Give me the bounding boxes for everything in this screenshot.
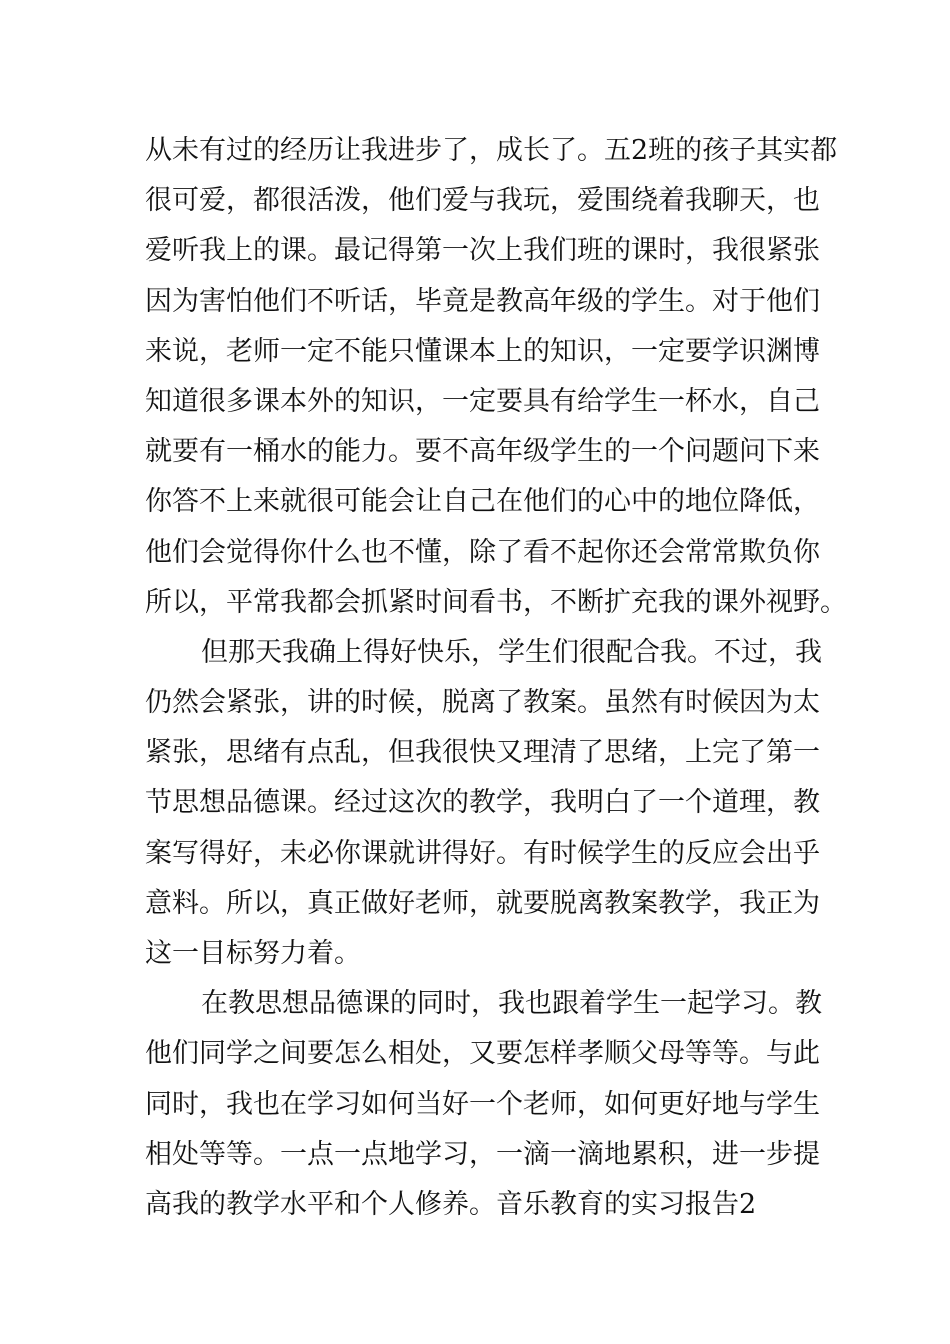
text-line: 所以，平常我都会抓紧时间看书，不断扩充我的课外视野。	[145, 586, 847, 618]
text-line: 从未有过的经历让我进步了，成长了。五2班的孩子其实都	[145, 135, 838, 166]
paragraph-2	[145, 628, 822, 979]
text-line: 仍然会紧张，讲的时候，脱离了教案。虽然有时候因为太	[145, 687, 820, 719]
text-line: 很可爱，都很活泼，他们爱与我玩，爱围绕着我聊天，也	[145, 185, 820, 217]
text-line: 但那天我确上得好快乐，学生们很配合我。不过，我	[201, 636, 822, 668]
paragraph-1	[145, 126, 847, 628]
text-line: 就要有一桶水的能力。要不高年级学生的一个问题问下来	[145, 436, 820, 468]
text-line: 他们会觉得你什么也不懂，除了看不起你还会常常欺负你	[145, 536, 820, 568]
text-line: 你答不上来就很可能会让自己在他们的心中的地位降低，	[145, 486, 820, 518]
text-line: 意料。所以，真正做好老师，就要脱离教案教学，我正为	[145, 887, 820, 919]
text-line: 他们同学之间要怎么相处，又要怎样孝顺父母等等。与此	[145, 1038, 820, 1070]
text-line: 在教思想品德课的同时，我也跟着学生一起学习。教	[201, 988, 822, 1020]
text-line: 节思想品德课。经过这次的教学，我明白了一个道理，教	[145, 787, 820, 819]
text-line: 案写得好，未必你课就讲得好。有时候学生的反应会出乎	[145, 837, 820, 869]
text-line: 来说，老师一定不能只懂课本上的知识，一定要学识渊博	[145, 335, 820, 367]
text-line: 知道很多课本外的知识，一定要具有给学生一杯水，自己	[145, 385, 820, 417]
body-text	[145, 126, 847, 1230]
text-line: 同时，我也在学习如何当好一个老师，如何更好地与学生	[145, 1088, 820, 1120]
paragraph-3	[145, 979, 822, 1230]
text-line: 相处等等。一点一点地学习，一滴一滴地累积，进一步提	[145, 1138, 820, 1170]
text-line: 因为害怕他们不听话，毕竟是教高年级的学生。对于他们	[145, 285, 820, 317]
text-line: 高我的教学水平和个人修养。音乐教育的实习报告2	[145, 1188, 757, 1220]
text-line: 爱听我上的课。最记得第一次上我们班的课时，我很紧张	[145, 235, 820, 267]
text-line: 这一目标努力着。	[145, 938, 361, 969]
text-line: 紧张，思绪有点乱，但我很快又理清了思绪，上完了第一	[145, 737, 820, 769]
